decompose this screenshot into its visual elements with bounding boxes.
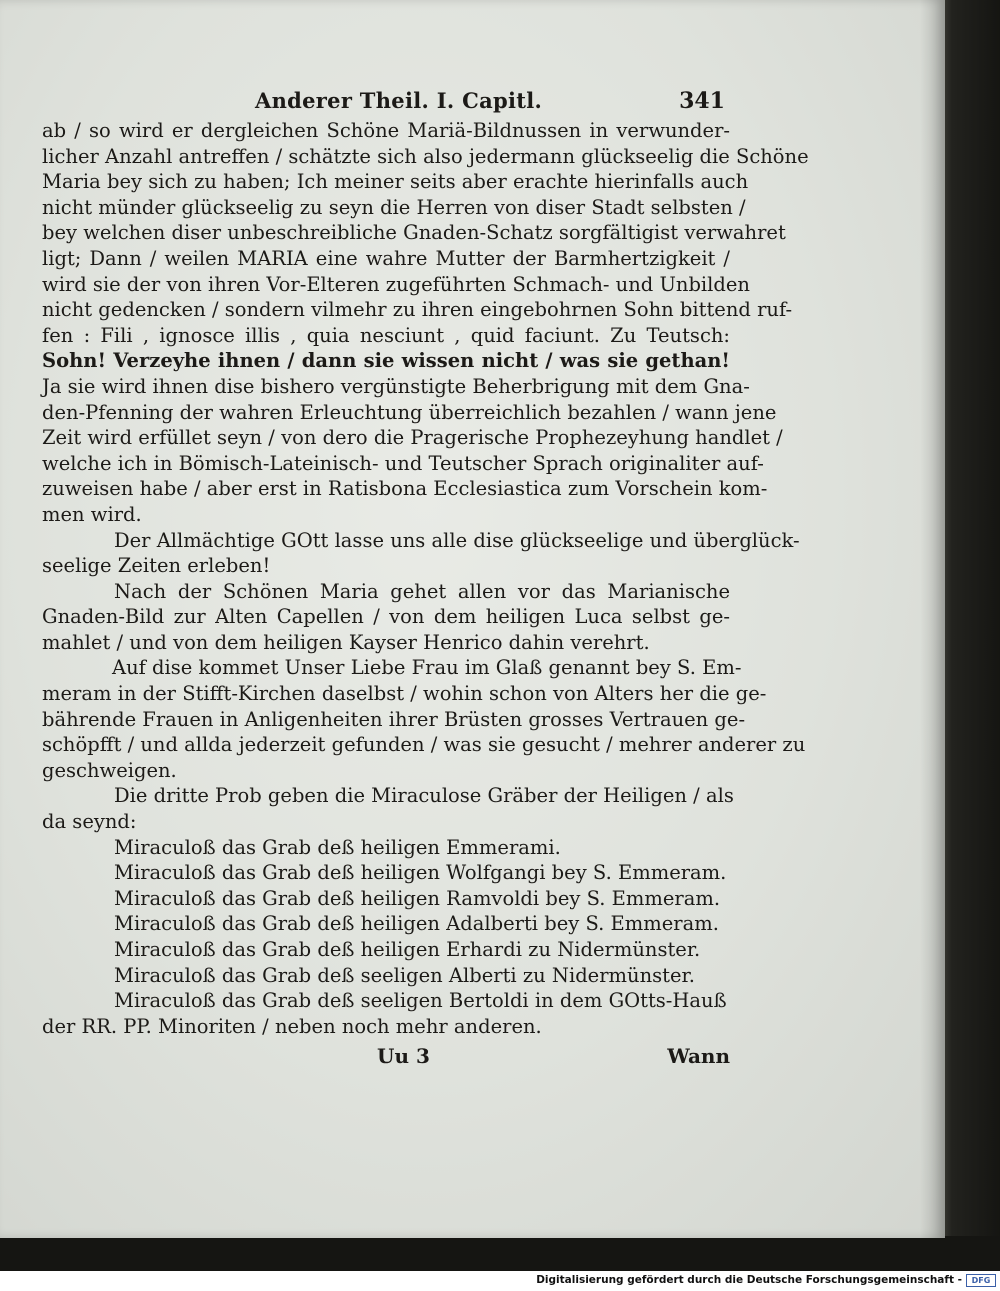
text-line: licher Anzahl antreffen / schätzte sich also jedermann glückseelig die Schöne [42,144,809,168]
text-line: Miraculoß das Grab deß heiligen Adalberti bey S. Emmeram. [114,912,719,936]
credit-bar [0,1271,1000,1291]
text-line: men wird. [42,502,142,526]
book-edge-bottom [0,1236,1000,1271]
text-line: den-Pfenning der wahren Erleuchtung überreichlich bezahlen / wann jene [42,400,777,424]
text-line: ligt; Dann / weilen MARIA eine wahre Mutter der Barmhertzigkeit / [42,246,730,270]
text-line: Miraculoß das Grab deß seeligen Bertoldi in dem GOtts-Hauß [114,989,727,1013]
text-line: Die dritte Prob geben die Miraculose Gräber der Heiligen / als [114,784,734,808]
text-line: Miraculoß das Grab deß heiligen Wolfgangi bey S. Emmeram. [114,861,727,885]
text-line: Miraculoß das Grab deß heiligen Emmerami. [114,835,561,859]
text-line: Der Allmächtige GOtt lasse uns alle dise glückseelige und überglück- [114,528,800,552]
text-line: Zeit wird erfüllet seyn / von dero die Pragerische Prophezeyhung handlet / [42,426,783,450]
text-line: geschweigen. [42,758,177,782]
text-line: Nach der Schönen Maria gehet allen vor das Marianische [114,579,730,603]
text-line: Maria bey sich zu haben; Ich meiner seits aber erachte hierinfalls auch [42,170,749,194]
text-line: seelige Zeiten erleben! [42,554,271,578]
text-line: Miraculoß das Grab deß heiligen Ramvoldi bey S. Emmeram. [114,886,721,910]
text-line: Miraculoß das Grab deß heiligen Erhardi zu Nidermünster. [114,938,701,961]
running-title: Anderer Theil. I. Capitl. [255,88,543,113]
text-line: bey welchen diser unbeschreibliche Gnaden-Schatz sorgfältigist verwahret [42,221,786,245]
text-line: da seynd: [42,810,137,834]
signature-mark: Uu 3 [377,1044,430,1068]
funding-credit: Digitalisierung gefördert durch die Deutsche Forschungsgemeinschaft - [536,1274,962,1286]
text-line: nicht gedencken / sondern vilmehr zu ihren eingebohrnen Sohn bittend ruf- [42,298,793,322]
text-line: bährende Frauen in Anligenheiten ihrer Brüsten grosses Vertrauen ge- [42,707,746,731]
page-footer [42,1044,730,1074]
text-line: mahlet / und von dem heiligen Kayser Henrico dahin verehrt. [42,630,650,654]
text-line: Miraculoß das Grab deß seeligen Alberti zu Nidermünster. [114,963,695,987]
catchword: Wann [667,1044,730,1068]
text-line: schöpfft / und allda jederzeit gefunden / was sie gesucht / mehrer anderer zu [42,733,806,757]
body-text [42,118,809,1039]
text-line: zuweisen habe / aber erst in Ratisbona Ecclesiastica zum Vorschein kom- [42,477,768,501]
text-line: fen : Fili , ignosce illis , quia nesciunt , quid faciunt. Zu Teutsch: [42,323,730,347]
text-line: nicht münder glückseelig zu seyn die Herren von diser Stadt selbsten / [42,195,746,219]
text-line: welche ich in Bömisch-Lateinisch- und Teutscher Sprach originaliter auf- [42,451,764,475]
book-edge [942,0,1000,1271]
text-line: Auf dise kommet Unser Liebe Frau im Glaß genannt bey S. Em- [112,656,742,680]
text-line: Sohn! Verzeyhe ihnen / dann sie wissen nicht / was sie gethan! [42,349,730,373]
page-gutter-shadow [920,0,945,1238]
text-line: Ja sie wird ihnen dise bishero vergünstigte Beherbrigung mit dem Gna- [42,374,750,398]
text-line: wird sie der von ihren Vor-Elteren zugeführten Schmach- und Unbilden [42,272,750,296]
dfg-logo: DFG [966,1274,996,1287]
text-line: meram in der Stifft-Kirchen daselbst / wohin schon von Alters her die ge- [42,682,767,706]
page-number: 341 [679,88,725,114]
text-line: ab / so wird er dergleichen Schöne Mariä-Bildnussen in verwunder- [42,119,730,142]
text-line: Gnaden-Bild zur Alten Capellen / von dem heiligen Luca selbst ge- [42,605,730,629]
text-line: der RR. PP. Minoriten / neben noch mehr anderen. [42,1014,542,1038]
